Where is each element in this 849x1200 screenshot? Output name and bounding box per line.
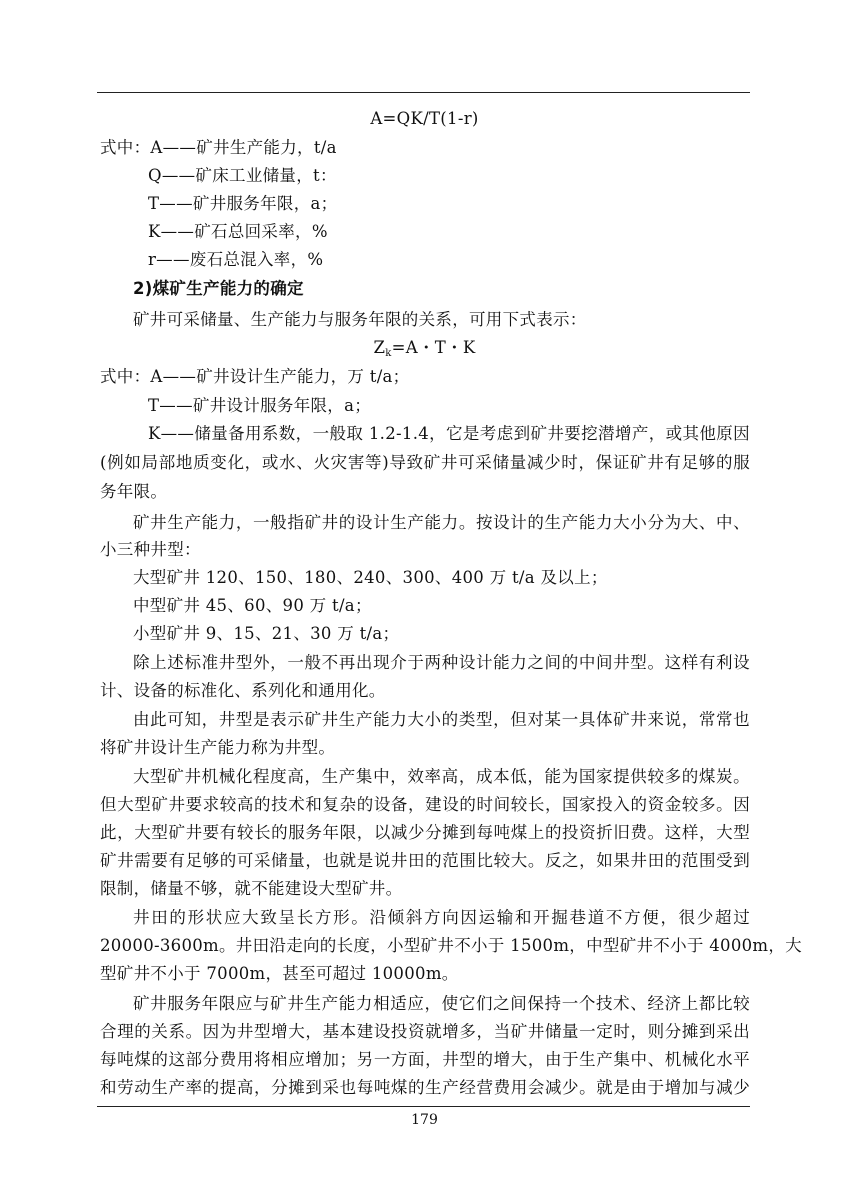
paragraph-line: 每吨煤的这部分费用将相应增加；另一方面，井型的增大，由于生产集中、机械化水平 bbox=[100, 1050, 750, 1069]
formula-reserve bbox=[0, 338, 849, 364]
paragraph-line: 由此可知，井型是表示矿井生产能力大小的类型，但对某一具体矿井来说，常常也 bbox=[133, 710, 750, 729]
paragraph-line: (例如局部地质变化，或水、火灾害等)导致矿井可采储量减少时，保证矿井有足够的服 bbox=[100, 453, 750, 472]
paragraph-line: 务年限。 bbox=[100, 482, 168, 501]
list-item: 中型矿井 45、60、90 万 t/a； bbox=[133, 596, 372, 615]
footer-rule bbox=[97, 1106, 750, 1107]
paragraph-line: 矿井可采储量、生产能力与服务年限的关系，可用下式表示： bbox=[133, 310, 587, 329]
paragraph-line: 20000-3600m。井田沿走向的长度，小型矿井不小于 1500m，中型矿井不小于 4000m，大 bbox=[100, 936, 802, 955]
paragraph-line: 限制，储量不够，就不能建设大型矿井。 bbox=[100, 879, 403, 898]
header-rule bbox=[97, 92, 750, 93]
paragraph-line: 合理的关系。因为井型增大，基本建设投资就增多，当矿井储量一定时，则分摊到采出 bbox=[100, 1022, 750, 1041]
definition-line: r——废石总混入率，% bbox=[148, 250, 324, 269]
paragraph-line: 此，大型矿井要有较长的服务年限，以减少分摊到每吨煤上的投资折旧费。这样，大型 bbox=[100, 823, 750, 842]
paragraph-line: 矿井服务年限应与矿井生产能力相适应，使它们之间保持一个技术、经济上都比较 bbox=[133, 994, 750, 1013]
paragraph-line: 除上述标准井型外，一般不再出现介于两种设计能力之间的中间井型。这样有利设 bbox=[133, 653, 750, 672]
paragraph-line: 但大型矿井要求较高的技术和复杂的设备，建设的时间较长，国家投入的资金较多。因 bbox=[100, 795, 750, 814]
paragraph-line: 将矿井设计生产能力称为井型。 bbox=[100, 738, 336, 757]
paragraph-line: 矿井需要有足够的可采储量，也就是说井田的范围比较大。反之，如果井田的范围受到 bbox=[100, 851, 750, 870]
formula-rest: =A・T・K bbox=[391, 338, 476, 357]
paragraph-line: 和劳动生产率的提高，分摊到采也每吨煤的生产经营费用会减少。就是由于增加与减少 bbox=[100, 1078, 750, 1097]
paragraph-line: 井田的形状应大致呈长方形。沿倾斜方向因运输和开掘巷道不方便，很少超过 bbox=[133, 908, 750, 927]
paragraph-line: 型矿井不小于 7000m，甚至可超过 10000m。 bbox=[100, 964, 459, 983]
paragraph-line: 小三种井型： bbox=[100, 540, 201, 559]
definition-line: T——矿井设计服务年限，a； bbox=[148, 396, 372, 415]
list-item: 大型矿井 120、150、180、240、300、400 万 t/a 及以上； bbox=[133, 568, 608, 587]
paragraph-line: K——储量备用系数，一般取 1.2-1.4，它是考虑到矿井要挖潜增产，或其他原因 bbox=[148, 424, 750, 443]
section-heading: 2)煤矿生产能力的确定 bbox=[133, 279, 304, 298]
formula-symbol: Z bbox=[373, 338, 386, 357]
formula-subscript: k bbox=[385, 348, 392, 359]
list-item: 小型矿井 9、15、21、30 万 t/a； bbox=[133, 624, 400, 643]
definition-line: Q——矿床工业储量，t： bbox=[148, 166, 337, 185]
paragraph-line: 计、设备的标准化、系列化和通用化。 bbox=[100, 681, 386, 700]
paragraph-line: 大型矿井机械化程度高，生产集中，效率高，成本低，能为国家提供较多的煤炭。 bbox=[133, 767, 750, 786]
definition-line: T——矿井服务年限，a； bbox=[148, 194, 338, 213]
definition-line: 式中：A——矿井设计生产能力，万 t/a； bbox=[100, 367, 410, 386]
paragraph-line: 矿井生产能力，一般指矿井的设计生产能力。按设计的生产能力大小分为大、中、 bbox=[133, 513, 750, 532]
definition-line: 式中：A——矿井生产能力，t/a bbox=[100, 138, 337, 157]
definition-line: K——矿石总回采率，% bbox=[148, 222, 328, 241]
formula-capacity: A=QK/T(1-r) bbox=[370, 109, 479, 128]
page-number: 179 bbox=[411, 1112, 438, 1128]
